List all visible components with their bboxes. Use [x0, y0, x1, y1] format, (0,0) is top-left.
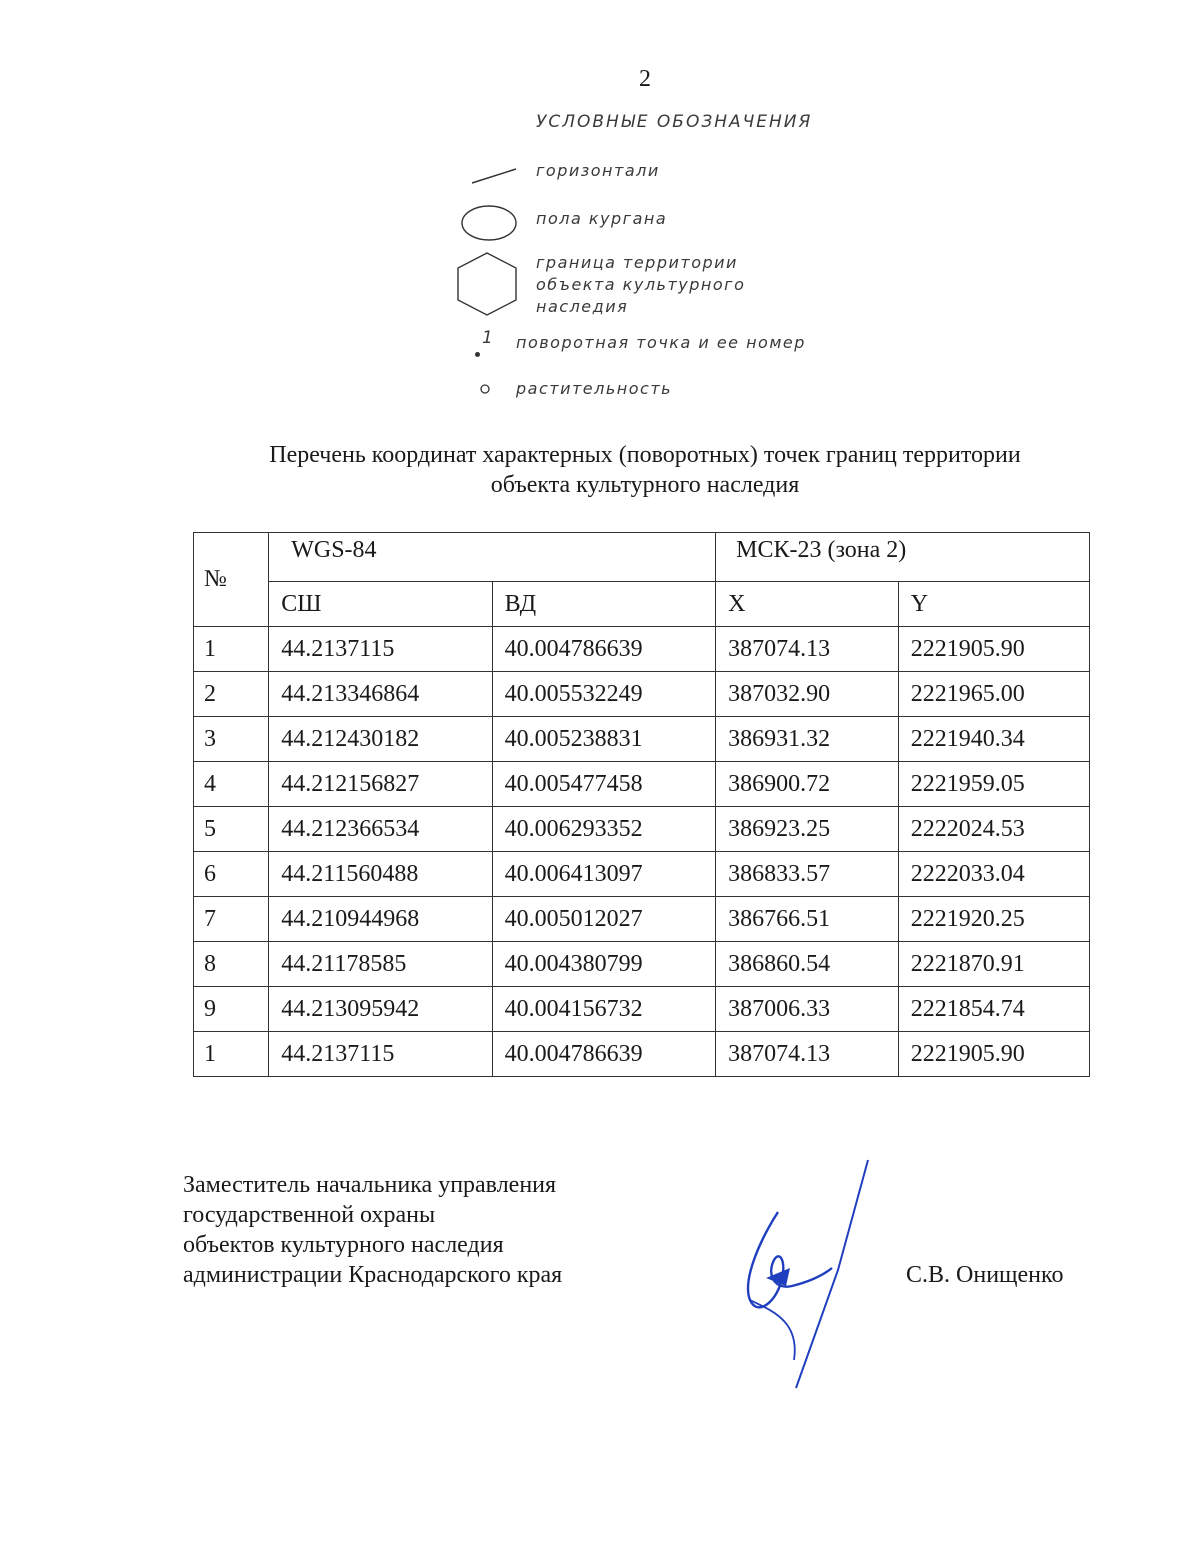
cell-number: 4 [194, 762, 269, 807]
cell-y: 2222024.53 [898, 807, 1089, 852]
cell-lon: 40.004786639 [492, 1032, 715, 1077]
table-row [194, 1032, 1090, 1077]
table-row [194, 942, 1090, 987]
legend-title: УСЛОВНЫЕ ОБОЗНАЧЕНИЯ [536, 112, 813, 132]
legend-label-mound: пола кургана [536, 209, 668, 228]
cell-lat: 44.2137115 [269, 627, 492, 672]
header-msk23: МСК-23 (зона 2) [716, 533, 1090, 582]
table-row [194, 897, 1090, 942]
cell-lon: 40.006413097 [492, 852, 715, 897]
turning-point-marker: 1 [482, 328, 493, 348]
cell-x: 387074.13 [716, 1032, 899, 1077]
cell-x: 387006.33 [716, 987, 899, 1032]
table-header-row [194, 533, 1090, 582]
cell-lat: 44.213346864 [269, 672, 492, 717]
table-row [194, 717, 1090, 762]
signer-name: С.В. Онищенко [906, 1262, 1064, 1288]
header-lon: ВД [492, 582, 715, 627]
header-number: № [194, 533, 269, 627]
contour-line-icon [470, 166, 520, 186]
cell-lat: 44.210944968 [269, 897, 492, 942]
cell-number: 2 [194, 672, 269, 717]
cell-number: 9 [194, 987, 269, 1032]
table-row [194, 987, 1090, 1032]
dot-icon [475, 352, 480, 357]
cell-lat: 44.211560488 [269, 852, 492, 897]
table-body [194, 627, 1090, 1077]
cell-lon: 40.006293352 [492, 807, 715, 852]
cell-y: 2221870.91 [898, 942, 1089, 987]
cell-y: 2221854.74 [898, 987, 1089, 1032]
hexagon-icon [454, 250, 520, 318]
legend-label-boundary: граница территории объекта культурного наследия [536, 253, 746, 316]
cell-y: 2221905.90 [898, 1032, 1089, 1077]
legend-label-turning-point: поворотная точка и ее номер [516, 333, 806, 352]
signature-image [730, 1150, 890, 1390]
cell-lat: 44.212366534 [269, 807, 492, 852]
cell-lat: 44.212430182 [269, 717, 492, 762]
cell-number: 8 [194, 942, 269, 987]
small-circle-icon [478, 382, 492, 396]
cell-number: 1 [194, 1032, 269, 1077]
cell-y: 2222033.04 [898, 852, 1089, 897]
turning-point-icon [472, 328, 502, 362]
cell-x: 386860.54 [716, 942, 899, 987]
cell-x: 386931.32 [716, 717, 899, 762]
cell-y: 2221940.34 [898, 717, 1089, 762]
cell-lat: 44.21178585 [269, 942, 492, 987]
cell-number: 5 [194, 807, 269, 852]
cell-x: 386766.51 [716, 897, 899, 942]
map-legend [450, 108, 880, 408]
header-wgs84: WGS-84 [269, 533, 716, 582]
legend-label-vegetation: растительность [516, 379, 673, 398]
cell-number: 3 [194, 717, 269, 762]
table-row [194, 627, 1090, 672]
cell-number: 7 [194, 897, 269, 942]
header-y: Y [898, 582, 1089, 627]
cell-lon: 40.005238831 [492, 717, 715, 762]
coordinates-table [193, 532, 1090, 1077]
cell-number: 6 [194, 852, 269, 897]
cell-x: 387074.13 [716, 627, 899, 672]
cell-y: 2221905.90 [898, 627, 1089, 672]
cell-x: 386833.57 [716, 852, 899, 897]
cell-lon: 40.004786639 [492, 627, 715, 672]
document-heading: Перечень координат характерных (поворотных) точек границ территории объекта культурного наследия [269, 442, 1021, 498]
table-row [194, 807, 1090, 852]
header-x: X [716, 582, 899, 627]
legend-label-contours: горизонтали [536, 161, 660, 180]
cell-y: 2221959.05 [898, 762, 1089, 807]
cell-number: 1 [194, 627, 269, 672]
table-row [194, 852, 1090, 897]
cell-x: 387032.90 [716, 672, 899, 717]
table-row [194, 672, 1090, 717]
cell-x: 386900.72 [716, 762, 899, 807]
cell-lon: 40.005477458 [492, 762, 715, 807]
signatory-title: Заместитель начальника управления государственной охраны объектов культурного наследия администрации Краснодарского края [183, 1172, 563, 1288]
cell-lat: 44.2137115 [269, 1032, 492, 1077]
cell-y: 2221920.25 [898, 897, 1089, 942]
cell-x: 386923.25 [716, 807, 899, 852]
cell-lon: 40.005012027 [492, 897, 715, 942]
table-row [194, 762, 1090, 807]
cell-lon: 40.005532249 [492, 672, 715, 717]
page-number: 2 [639, 66, 651, 92]
table-subheader-row [194, 582, 1090, 627]
cell-lon: 40.004380799 [492, 942, 715, 987]
ellipse-icon [458, 203, 520, 243]
cell-lon: 40.004156732 [492, 987, 715, 1032]
cell-lat: 44.213095942 [269, 987, 492, 1032]
cell-lat: 44.212156827 [269, 762, 492, 807]
cell-y: 2221965.00 [898, 672, 1089, 717]
header-lat: СШ [269, 582, 492, 627]
